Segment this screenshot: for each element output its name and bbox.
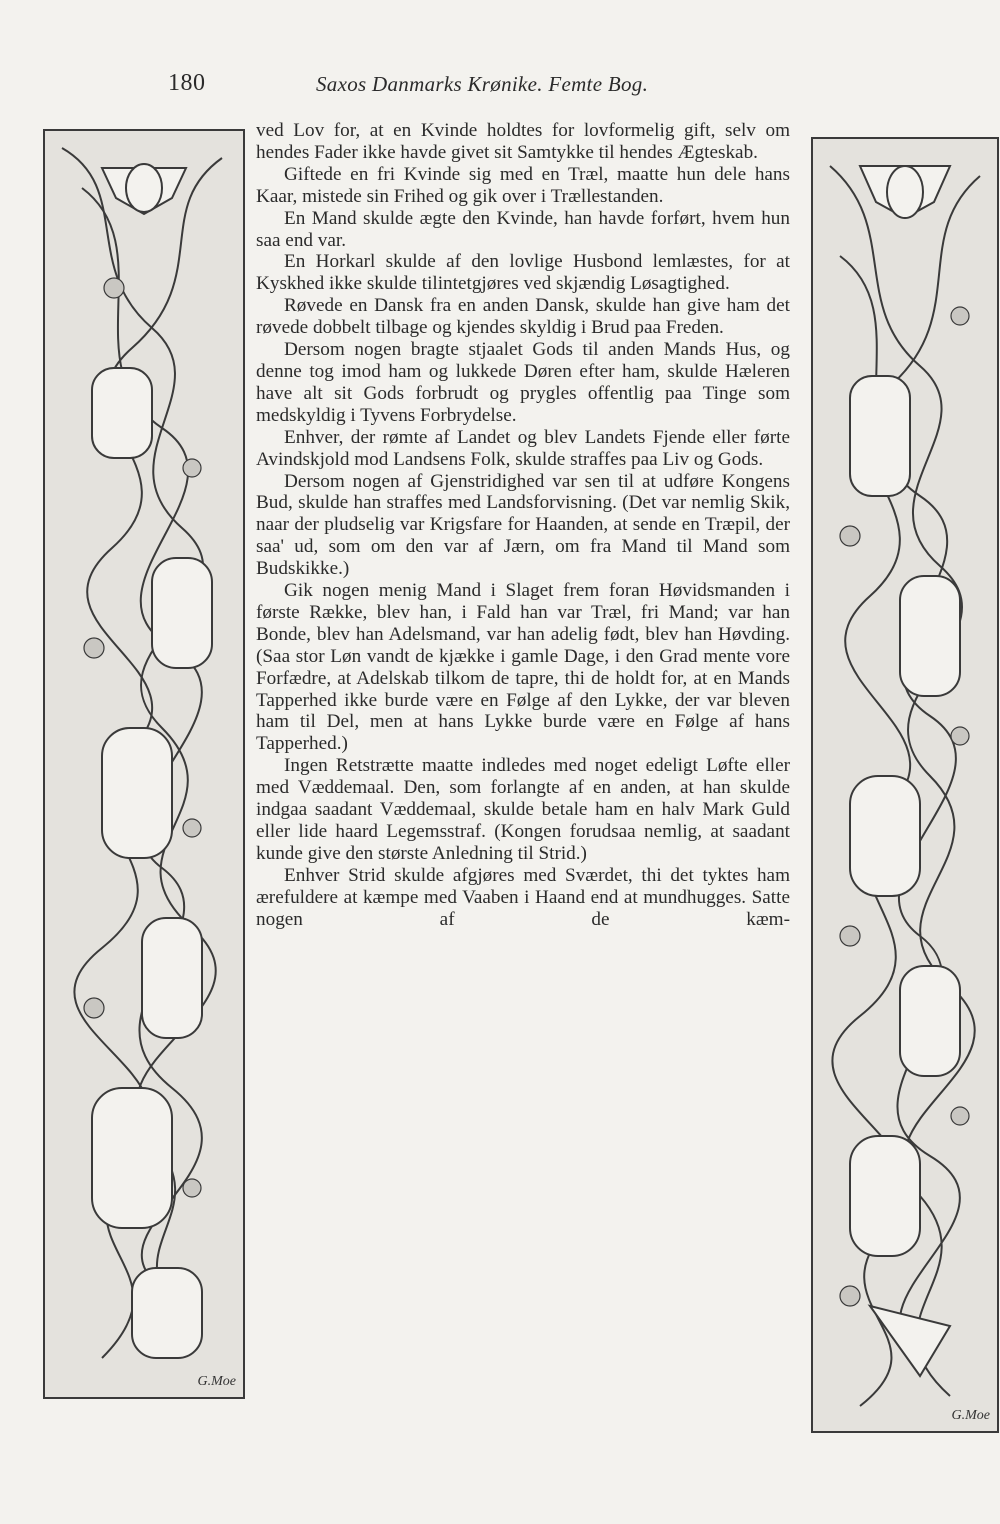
paragraph: Giftede en fri Kvinde sig med en Træl, maatte hun dele hans Kaar, mistede sin Frihed og gik over i Trællestanden. — [256, 163, 790, 207]
interlace-ornament-icon — [810, 136, 1000, 1434]
interlace-ornament-icon — [42, 128, 246, 1400]
paragraph: En Horkarl skulde af den lovlige Husbond lemlæstes, for at Kyskhed ikke skulde tilintetgjøres ved skjændig Løsagtighed. — [256, 251, 790, 295]
left-ornamental-border — [42, 128, 246, 1400]
page-header — [0, 66, 1000, 106]
body-text — [256, 120, 790, 931]
paragraph: Dersom nogen bragte stjaalet Gods til anden Mands Hus, og denne tog imod ham og lukkede Døren efter ham, skulde Hæleren have alt sit Gods forbrudt og prygles offentlig paa Tinge som medskyldig i Tyvens Forbrydelse. — [256, 339, 790, 426]
artist-signature: G.Moe — [197, 1374, 236, 1389]
right-ornamental-border — [810, 136, 1000, 1434]
artist-signature: G.Moe — [951, 1408, 990, 1423]
paragraph: Gik nogen menig Mand i Slaget frem foran Høvidsmanden i første Række, blev han, i Fald han var Træl, fri Mand; var han Bonde, blev han Adelsmand, var han adelig født, blev han Høvding. (Saa stor Løn vandt de kjække i gamle Dage, i den Grad mente vore Forfædre, at Adelskab tilkom de tapre, thi de holdt for, at en Mands Tapperhed ikke burde være en Følge af den Lykke, der var bleven ham til Del, men at hans Lykke burde være en Følge af hans Tapperhed.) — [256, 580, 790, 755]
paragraph: Enhver, der rømte af Landet og blev Landets Fjende eller førte Avindskjold mod Landsens Folk, skulde straffes paa Liv og Gods. — [256, 426, 790, 470]
paragraph: Ingen Retstrætte maatte indledes med noget edeligt Løfte eller med Væddemaal. Den, som forlangte af en anden, at han skulde indgaa saadant Væddemaal, skulde betale ham en halv Mark Guld eller lide haard Legemsstraf. (Kongen forudsaa nemlig, at saadant kunde give den største Anledning til Strid.) — [256, 755, 790, 864]
paragraph: Enhver Strid skulde afgjøres med Sværdet, thi det tyktes ham ærefuldere at kæmpe med Vaaben i Haand end at mundhugges. Satte nogen af de kæm- — [256, 864, 790, 930]
paragraph: Dersom nogen af Gjenstridighed var sen til at udføre Kongens Bud, skulde han straffes med Landsforvisning. (Det var nemlig Skik, naar der pludselig var Krigsfare for Haanden, at sende en Træpil, der saa' ud, som om den var af Jærn, om fra Mand til Mand som Budskikke.) — [256, 470, 790, 580]
paragraph: ved Lov for, at en Kvinde holdtes for lovformelig gift, selv om hendes Fader ikke havde givet sit Samtykke til hendes Ægteskab. — [256, 120, 790, 163]
page-number: 180 — [168, 70, 206, 96]
running-title: Saxos Danmarks Krønike. Femte Bog. — [316, 72, 649, 96]
paragraph: Røvede en Dansk fra en anden Dansk, skulde han give ham det røvede dobbelt tilbage og kjendes skyldig i Brud paa Freden. — [256, 295, 790, 339]
paragraph: En Mand skulde ægte den Kvinde, han havde forført, hvem hun saa end var. — [256, 207, 790, 251]
